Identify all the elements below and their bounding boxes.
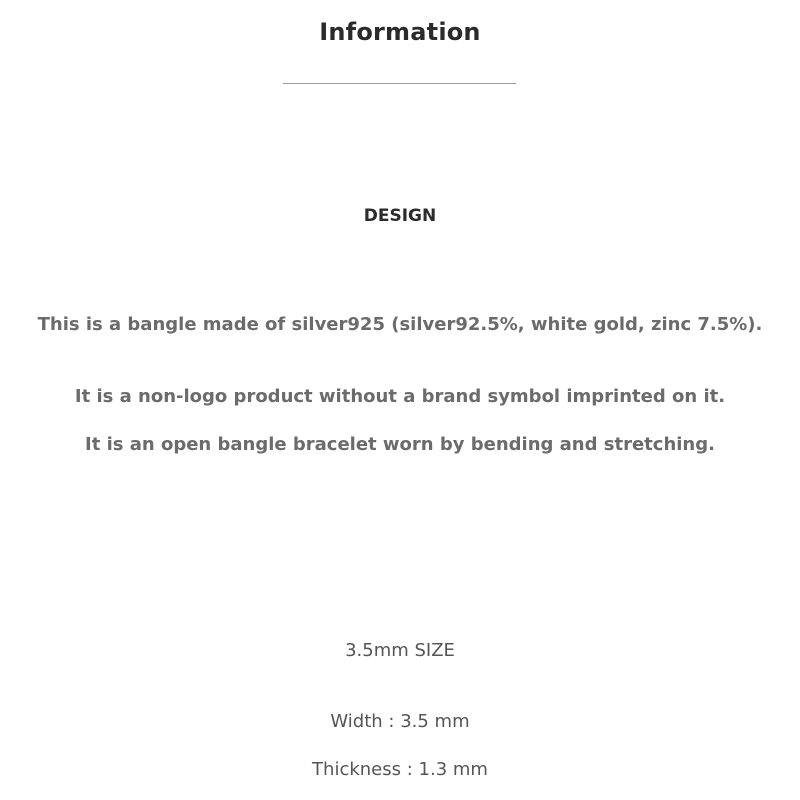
- spec-width: Width : 3.5 mm: [330, 711, 470, 732]
- design-heading: DESIGN: [363, 206, 437, 226]
- title-divider: [283, 83, 516, 84]
- page-title: Information: [319, 18, 481, 46]
- design-description-type: It is an open bangle bracelet worn by bending and stretching.: [85, 434, 715, 455]
- design-description-material: This is a bangle made of silver925 (silver92.5%, white gold, zinc 7.5%).: [37, 314, 763, 335]
- spec-thickness: Thickness : 1.3 mm: [312, 759, 488, 780]
- spec-size: 3.5mm SIZE: [345, 640, 455, 661]
- design-description-logo: It is a non-logo product without a brand symbol imprinted on it.: [74, 386, 726, 407]
